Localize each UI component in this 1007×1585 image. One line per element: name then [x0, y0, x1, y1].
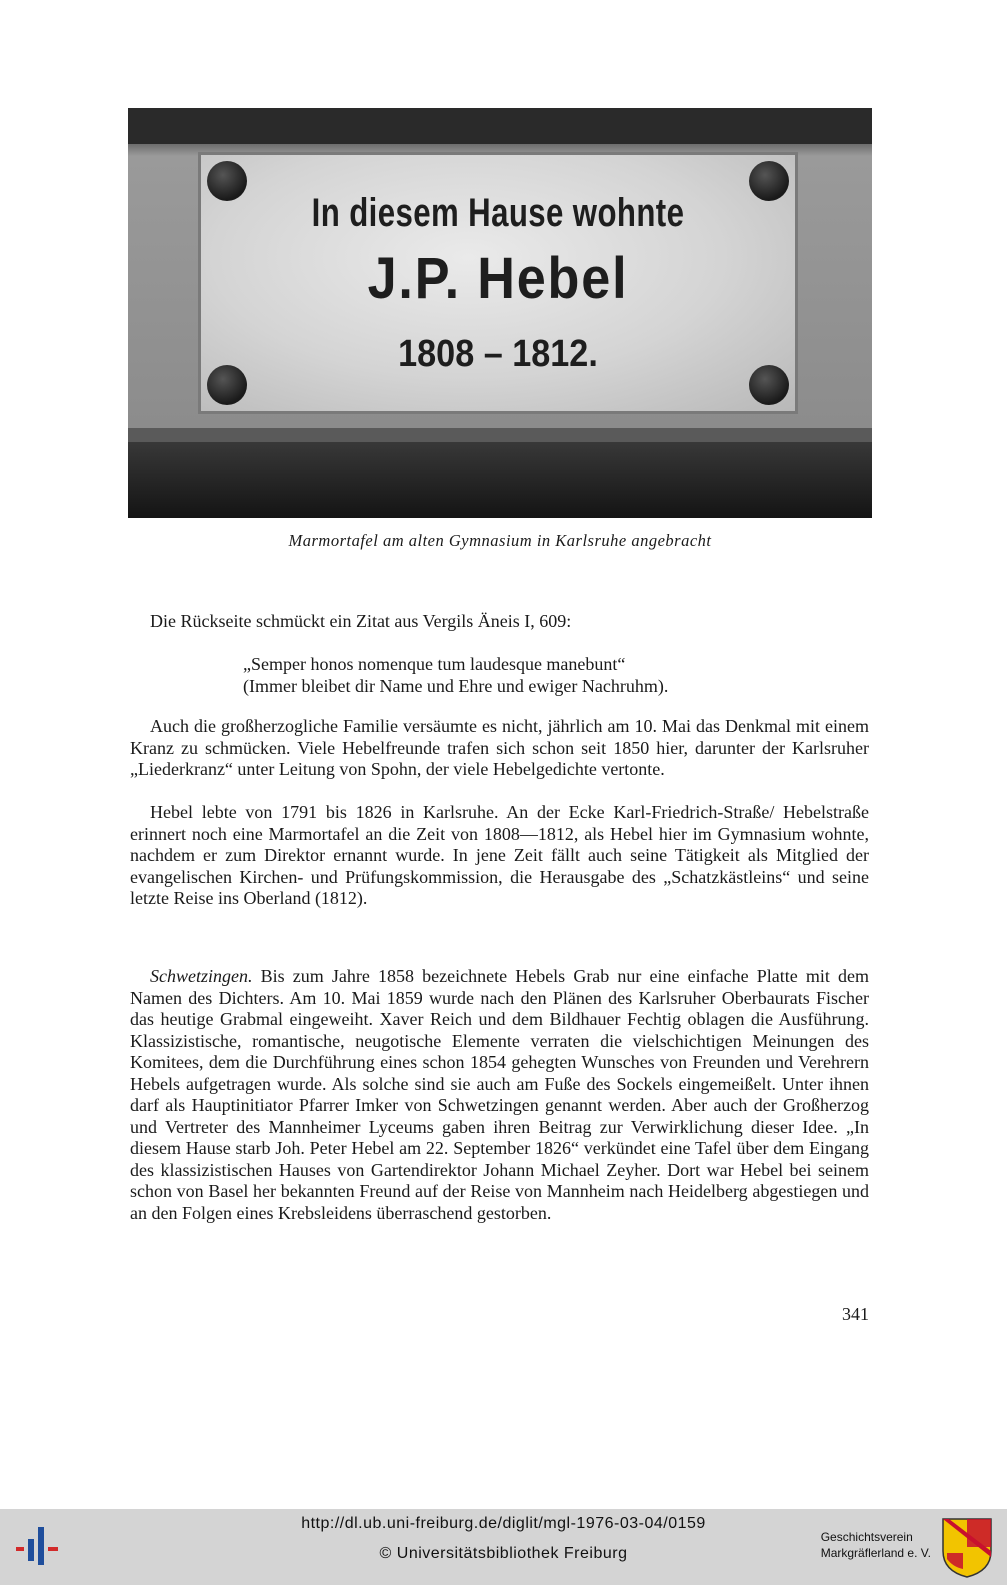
plaque-text-years: 1808 – 1812. — [398, 333, 598, 375]
footer-url[interactable]: http://dl.ub.uni-freiburg.de/diglit/mgl-1976-03-04/0159 — [301, 1515, 706, 1532]
footer-bar — [0, 1509, 1007, 1585]
place-heading: Schwetzingen. — [150, 966, 253, 986]
plaque-photo — [128, 108, 872, 518]
paragraph-family: Auch die großherzogliche Familie versäumte es nicht, jährlich am 10. Mai das Denkmal mit einem Kranz zu schmücken. Viele Hebelfreunde trafen sich schon seit 1850 hier, darunter der Karlsruher „Liederkranz“ unter Leitung von Spohn, der viele Hebelgedichte vertonte. — [130, 716, 869, 779]
paragraph-schwetzingen — [130, 966, 869, 1224]
quote-translation: (Immer bleibet dir Name und Ehre und ewiger Nachruhm). — [243, 676, 669, 696]
marble-plaque — [198, 152, 798, 414]
bolt-top-right — [749, 161, 789, 201]
society-line1: Geschichtsverein — [820, 1530, 913, 1544]
paragraph-schwetzingen-text: Bis zum Jahre 1858 bezeichnete Hebels Grab nur eine einfache Platte mit dem Namen des Dichters. Am 10. Mai 1859 wurde nach den Plänen des Karlsruher Oberbaurats Fischer das heutige Grabmal eingeweiht. Xaver Reich und dem Bildhauer Fechtig oblagen die Ausführung. Klassizistische, romantische, neugotische Elemente verraten die vielschichtigen Meinungen des Komitees, dem die Durchführung eines schon 1854 gehegten Wunsches von Freunden und Verehrern Hebels aufgetragen wurde. Als solche sind sie auch am Fuße des Sockels eingemeißelt. Unter ihnen darf als Hauptinitiator Pfarrer Imker von Schwetzingen genannt werden. Aber auch der Großherzog und Vertreter des Mannheimer Lyceums gaben ihren Beitrag zur Verwirklichung dieser Idee. „In diesem Hause starb Joh. Peter Hebel am 22. September 1826“ verkündet eine Tafel über dem Eingang des klassizistischen Hauses von Gartendirektor Johann Michael Zeyher. Dort war Hebel bei seinem schon von Basel her bekannten Freund auf der Reise von Mannheim nach Heidelberg abgestiegen und an den Folgen eines Krebsleidens überraschend gestorben. — [130, 966, 870, 1223]
plaque-text-name: J.P. Hebel — [367, 246, 629, 311]
bolt-top-left — [207, 161, 247, 201]
stone-ledge — [128, 428, 872, 442]
intro-line: Die Rückseite schmückt ein Zitat aus Vergils Äneis I, 609: — [150, 611, 572, 631]
society-name — [821, 1529, 931, 1561]
plaque-text-line1: In diesem Hause wohnte — [311, 191, 685, 235]
footer-copyright: © Universitätsbibliothek Freiburg — [379, 1545, 628, 1562]
society-crest-icon — [941, 1517, 993, 1579]
latin-quote: „Semper honos nomenque tum laudesque manebunt“ — [243, 654, 626, 674]
page-number: 341 — [842, 1304, 869, 1324]
photo-caption: Marmortafel am alten Gymnasium in Karlsruhe angebracht — [288, 531, 712, 550]
society-line2: Markgräflerland e. V. — [820, 1546, 931, 1560]
paragraph-karlsruhe: Hebel lebte von 1791 bis 1826 in Karlsruhe. An der Ecke Karl-Friedrich-Straße/ Hebelstraße erinnert noch eine Marmortafel an die Zeit von 1808—1812, als Hebel hier im Gymnasium wohnte, nachdem er zum Direktor ernannt wurde. In jene Zeit fällt auch seine Tätigkeit als Mitglied der evangelischen Kirchen- und Prüfungskommission, die Herausgabe des „Schatzkästleins“ und seine letzte Reise ins Oberland (1812). — [130, 802, 869, 908]
